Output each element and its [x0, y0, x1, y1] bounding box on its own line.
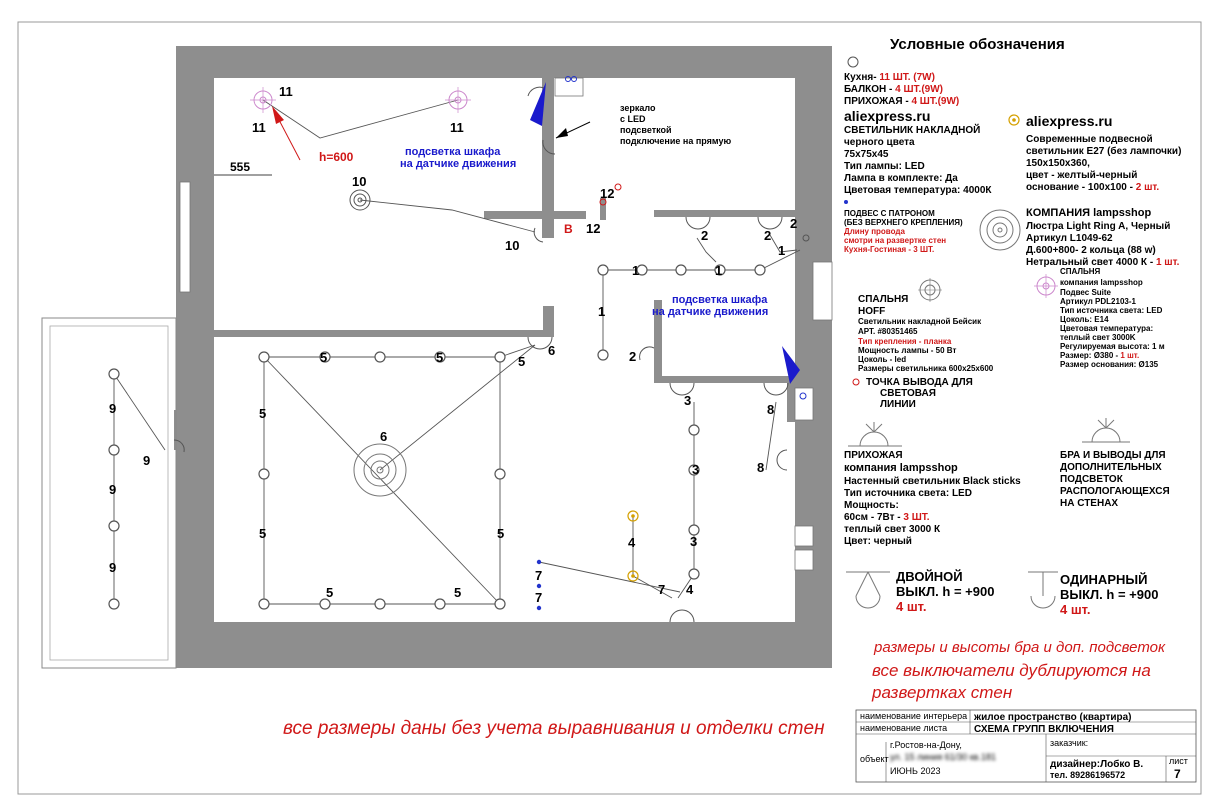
group-label: 7 [658, 582, 666, 597]
svg-text:ДОПОЛНИТЕЛЬНЫХ: ДОПОЛНИТЕЛЬНЫХ [1060, 462, 1162, 473]
spot-light [676, 265, 686, 275]
svg-text:СПАЛЬНЯ: СПАЛЬНЯ [858, 294, 909, 305]
svg-text:4 шт.: 4 шт. [1060, 602, 1091, 617]
svg-text:Настенный светильник Black sti: Настенный светильник Black sticks [844, 476, 1021, 487]
svg-text:наименование листа: наименование листа [860, 723, 948, 733]
spot-light [598, 350, 608, 360]
svg-text:СВЕТИЛЬНИК НАКЛАДНОЙ: СВЕТИЛЬНИК НАКЛАДНОЙ [844, 125, 981, 136]
svg-text:(БЕЗ ВЕРХНЕГО КРЕПЛЕНИЯ): (БЕЗ ВЕРХНЕГО КРЕПЛЕНИЯ) [844, 218, 963, 227]
group-label: 2 [629, 349, 637, 364]
svg-text:Размер: Ø380 - 1 шт.: Размер: Ø380 - 1 шт. [1060, 351, 1140, 360]
svg-text:заказчик:: заказчик: [1050, 738, 1089, 748]
spot-light [259, 469, 269, 479]
svg-text:компания lampsshop: компания lampsshop [1060, 278, 1143, 287]
svg-text:ПОДСВЕТОК: ПОДСВЕТОК [1060, 474, 1123, 485]
svg-text:ИЮНЬ 2023: ИЮНЬ 2023 [890, 766, 941, 776]
spot-light [689, 425, 699, 435]
group-label: 7 [535, 590, 543, 605]
svg-text:Лампа в комплекте: Да: Лампа в комплекте: Да [844, 173, 958, 184]
group-label: 1 [632, 263, 640, 278]
output-point [615, 184, 621, 190]
spot-light [109, 369, 119, 379]
spot-light [598, 265, 608, 275]
svg-text:7: 7 [1174, 767, 1181, 781]
svg-text:ПРИХОЖАЯ: ПРИХОЖАЯ [844, 450, 903, 461]
group-label: 9 [109, 560, 117, 575]
group-label: 3 [684, 393, 692, 408]
svg-text:Длину провода: Длину провода [844, 227, 905, 236]
spot-light [495, 469, 505, 479]
svg-text:60см - 7Вт - 3 ШТ.: 60см - 7Вт - 3 ШТ. [844, 512, 930, 523]
socket-point [537, 584, 541, 588]
svg-text:цвет - желтый-черный: цвет - желтый-черный [1026, 170, 1138, 181]
svg-text:тел. 89286196572: тел. 89286196572 [1050, 770, 1126, 780]
svg-text:Светильник накладной Бейсик: Светильник накладной Бейсик [858, 317, 982, 326]
group-label: 2 [701, 228, 709, 243]
legend-title: Условные обозначения [890, 36, 1065, 53]
group-label: 3 [690, 534, 698, 549]
group-label: 9 [143, 453, 151, 468]
svg-text:Современные подвесной: Современные подвесной [1026, 134, 1153, 145]
svg-text:Цветовая температура: 4000К: Цветовая температура: 4000К [844, 185, 992, 196]
svg-text:ВЫКЛ. h = +900: ВЫКЛ. h = +900 [1060, 587, 1159, 602]
svg-text:все выключатели дублируются на: все выключатели дублируются на [872, 661, 1151, 680]
svg-text:ОДИНАРНЫЙ: ОДИНАРНЫЙ [1060, 572, 1148, 587]
svg-text:Цветовая температура:: Цветовая температура: [1060, 324, 1154, 333]
svg-text:Кухня- 11 ШТ. (7W): Кухня- 11 ШТ. (7W) [844, 72, 935, 83]
svg-text:подсветкой: подсветкой [620, 125, 672, 135]
svg-text:ПРИХОЖАЯ - 4 ШТ.(9W): ПРИХОЖАЯ - 4 ШТ.(9W) [844, 96, 960, 107]
group-label: 4 [686, 582, 694, 597]
spot-light [109, 599, 119, 609]
svg-text:Регулируемая высота: 1 м: Регулируемая высота: 1 м [1060, 342, 1165, 351]
group-label: 1 [778, 243, 786, 258]
svg-text:ДВОЙНОЙ: ДВОЙНОЙ [896, 569, 963, 584]
svg-text:ПОДВЕС С ПАТРОНОМ: ПОДВЕС С ПАТРОНОМ [844, 209, 935, 218]
group-label: 7 [535, 568, 543, 583]
group-label: 5 [326, 585, 334, 600]
group-label: 10 [352, 174, 367, 189]
svg-text:СПАЛЬНЯ: СПАЛЬНЯ [1060, 267, 1101, 276]
svg-text:Тип крепления - планка: Тип крепления - планка [858, 337, 952, 346]
svg-text:теплый свет 3000 К: теплый свет 3000 К [844, 524, 941, 535]
svg-text:смотри на развертке стен: смотри на развертке стен [844, 236, 947, 245]
svg-text:черного цвета: черного цвета [844, 137, 915, 148]
spot-light [755, 265, 765, 275]
svg-text:г.Ростов-на-Дону,: г.Ростов-на-Дону, [890, 740, 962, 750]
mirror-note: зеркало [620, 103, 656, 113]
svg-text:основание - 100х100 - 2 шт.: основание - 100х100 - 2 шт. [1026, 182, 1160, 193]
svg-text:Размеры светильника 600х25х600: Размеры светильника 600х25х600 [858, 364, 994, 373]
svg-text:4 шт.: 4 шт. [896, 599, 927, 614]
svg-text:Люстра Light Ring A, Черный: Люстра Light Ring A, Черный [1026, 221, 1171, 232]
title-block [856, 710, 1196, 782]
svg-text:БАЛКОН - 4 ШТ.(9W): БАЛКОН - 4 ШТ.(9W) [844, 84, 943, 95]
svg-text:светильник E27 (без лампочки): светильник E27 (без лампочки) [1026, 146, 1182, 157]
kitchen-pendant [250, 87, 276, 113]
svg-text:Кухня-Гостиная - 3 ШТ.: Кухня-Гостиная - 3 ШТ. [844, 245, 935, 254]
spot-light [375, 352, 385, 362]
spot-light [109, 445, 119, 455]
wardrobe-note: подсветка шкафа [672, 294, 768, 306]
spot-light [259, 599, 269, 609]
spot-light [689, 569, 699, 579]
spot-light [320, 599, 330, 609]
svg-text:КОМПАНИЯ lampsshop: КОМПАНИЯ lampsshop [1026, 207, 1152, 219]
socket-point [537, 606, 541, 610]
svg-text:на датчике движения: на датчике движения [400, 158, 517, 170]
kitchen-pendant [445, 87, 471, 113]
group-label: 4 [628, 535, 636, 550]
svg-text:БРА И ВЫВОДЫ ДЛЯ: БРА И ВЫВОДЫ ДЛЯ [1060, 450, 1166, 461]
svg-text:Подвес Suite: Подвес Suite [1060, 288, 1111, 297]
group-label: 11 [279, 84, 293, 99]
svg-text:Мощность лампы - 50 Вт: Мощность лампы - 50 Вт [858, 346, 957, 355]
group-label: 6 [380, 429, 388, 444]
svg-text:75х75х45: 75х75х45 [844, 149, 889, 160]
group-label: 5 [259, 406, 267, 421]
svg-text:наименование интерьера: наименование интерьера [860, 711, 968, 721]
spot-light [375, 599, 385, 609]
svg-text:Тип источника света: LED: Тип источника света: LED [844, 488, 972, 499]
dimension-label: 555 [230, 160, 251, 174]
spot-light [109, 521, 119, 531]
svg-text:СХЕМА ГРУПП ВКЛЮЧЕНИЯ: СХЕМА ГРУПП ВКЛЮЧЕНИЯ [974, 724, 1114, 735]
svg-text:дизайнер:Лобко В.: дизайнер:Лобко В. [1050, 759, 1144, 770]
group-label: 5 [436, 350, 444, 365]
spot-light [259, 352, 269, 362]
svg-text:развертках стен: развертках стен [872, 683, 1013, 702]
svg-text:Нетральный свет 4000 К - 1 шт.: Нетральный свет 4000 К - 1 шт. [1026, 257, 1180, 268]
spot-light [495, 352, 505, 362]
group-label: 1 [598, 304, 606, 319]
svg-text:объект: объект [860, 754, 889, 764]
group-label: 5 [320, 350, 328, 365]
svg-text:Мощность:: Мощность: [844, 500, 899, 511]
legend [844, 36, 1181, 617]
group-label: 11 [252, 120, 266, 135]
group-label: 2 [790, 216, 798, 231]
svg-text:теплый свет 3000K: теплый свет 3000K [1060, 333, 1136, 342]
svg-text:АРТ. #80351465: АРТ. #80351465 [858, 327, 918, 336]
svg-text:Тип лампы: LED: Тип лампы: LED [844, 161, 925, 172]
group-label: 9 [109, 401, 117, 416]
svg-text:HOFF: HOFF [858, 306, 886, 317]
svg-text:все размеры даны без учета вы: все размеры даны без учета выравнивания и отделки стен [283, 718, 825, 739]
spot-light [435, 599, 445, 609]
group-label: 5 [259, 526, 267, 541]
svg-text:aliexpress.ru: aliexpress.ru [1026, 113, 1113, 129]
group-label: 1 [715, 263, 723, 278]
svg-text:с LED: с LED [620, 114, 646, 124]
svg-text:ВЫКЛ. h = +900: ВЫКЛ. h = +900 [896, 584, 995, 599]
svg-text:ТОЧКА ВЫВОДА ДЛЯ: ТОЧКА ВЫВОДА ДЛЯ [866, 377, 973, 388]
svg-text:Артикул PDL2103-1: Артикул PDL2103-1 [1060, 297, 1136, 306]
svg-text:лист: лист [1169, 756, 1188, 766]
svg-text:размеры и высоты бра и доп. по: размеры и высоты бра и доп. подсветок [874, 639, 1166, 656]
svg-text:на датчике движения: на датчике движения [652, 306, 769, 318]
svg-text:ЛИНИИ: ЛИНИИ [880, 399, 916, 410]
group-label: 5 [497, 526, 505, 541]
group-label: 12 [600, 186, 615, 201]
svg-text:Цвет: черный: Цвет: черный [844, 536, 912, 547]
group-label: 3 [692, 462, 700, 477]
group-label: 5 [518, 354, 526, 369]
svg-text:aliexpress.ru: aliexpress.ru [844, 108, 931, 124]
svg-text:РАСПОЛОГАЮЩЕХСЯ: РАСПОЛОГАЮЩЕХСЯ [1060, 486, 1170, 497]
svg-text:компания lampsshop: компания lampsshop [844, 462, 958, 474]
marker-b: В [564, 222, 573, 236]
svg-text:Цоколь: E14: Цоколь: E14 [1060, 315, 1109, 324]
group-label: 11 [450, 120, 464, 135]
wardrobe-note: подсветка шкафа [405, 146, 501, 158]
group-label: 8 [757, 460, 765, 475]
svg-text:Цоколь - led: Цоколь - led [858, 355, 907, 364]
height-label: h=600 [319, 150, 354, 164]
svg-text:ул. 15 линия 61/30 кв.181: ул. 15 линия 61/30 кв.181 [890, 752, 996, 762]
group-label: 6 [548, 343, 556, 358]
group-label: 5 [454, 585, 462, 600]
svg-text:Размер основания: Ø135: Размер основания: Ø135 [1060, 360, 1159, 369]
group-label: 9 [109, 482, 117, 497]
svg-text:Д.600+800- 2 кольца (88 w): Д.600+800- 2 кольца (88 w) [1026, 245, 1156, 256]
svg-text:НА СТЕНАХ: НА СТЕНАХ [1060, 498, 1119, 509]
group-label: 10 [505, 238, 520, 253]
group-label: 8 [767, 402, 775, 417]
group-label: 2 [764, 228, 772, 243]
socket-point [537, 560, 541, 564]
height-arrow [272, 106, 284, 124]
spot-light [495, 599, 505, 609]
svg-text:Артикул L1049-62: Артикул L1049-62 [1026, 233, 1113, 244]
svg-text:150х150х360,: 150х150х360, [1026, 158, 1090, 169]
svg-text:подключение на прямую: подключение на прямую [620, 136, 732, 146]
group-label: 12 [586, 221, 601, 236]
svg-text:Тип источника света: LED: Тип источника света: LED [1060, 306, 1163, 315]
svg-text:СВЕТОВАЯ: СВЕТОВАЯ [880, 388, 936, 399]
svg-text:жилое пространство (квартира): жилое пространство (квартира) [974, 712, 1132, 723]
